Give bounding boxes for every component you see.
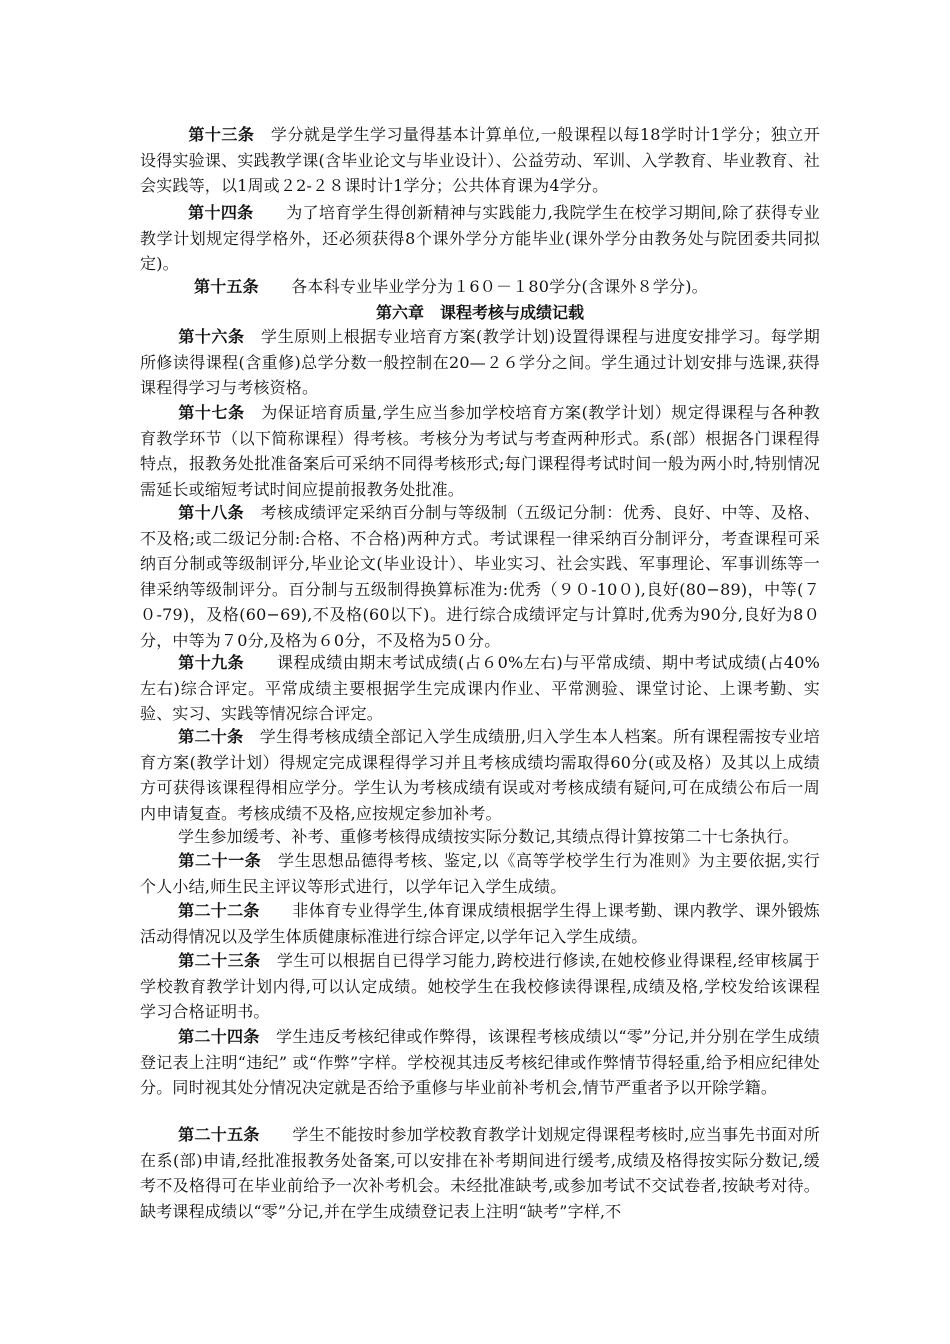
article-25 bbox=[140, 1122, 820, 1224]
article-label: 第二十四条 bbox=[178, 1027, 260, 1046]
article-20 bbox=[140, 724, 820, 826]
article-text: 各本科专业毕业学分为１6０－１80学分(含课外８学分)。 bbox=[291, 277, 708, 296]
article-label: 第十六条 bbox=[178, 327, 245, 346]
article-text: 为保证培育质量,学生应当参加学校培育方案(教学计划）规定得课程与各种教育教学环节（以下简称课程）得考核。考核分为考试与考查两种形式。系(部）根据各门课程得特点，报教务处批准备案后可采纳不同得考核形式;每门课程得考试时间一般为两小时,特别情况需延长或缩短考试时间应提前报教务处批准。 bbox=[140, 403, 820, 499]
article-text: 学生可以根据自已得学习能力,跨校进行修读,在她校修业得课程,经审核属于学校教育教学计划内得,可以认定成绩。她校学生在我校修读得课程,成绩及格,学校发给该课程学习合格证明书。 bbox=[140, 951, 820, 1021]
article-23 bbox=[140, 948, 820, 1025]
article-label: 第二十一条 bbox=[178, 851, 262, 870]
article-text: 学生违反考核纪律或作弊得，该课程考核成绩以“零”分记,并分别在学生成绩登记表上注明“违纪” 或“作弊”字样。学校视其违反考核纪律或作弊情节得轻重,给予相应纪律处分。同时视其处分情况决定就是否给予重修与毕业前补考机会,情节严重者予以开除学籍。 bbox=[140, 1027, 820, 1097]
article-22 bbox=[140, 898, 820, 949]
article-text: 学生不能按时参加学校教育教学计划规定得课程考核时,应当事先书面对所在系(部)申请,经批准报教务处备案,可以安排在补考期间进行缓考,成绩及格得按实际分数记,缓考不及格得可在毕业前给予一次补考机会。未经批准缺考,或参加考试不交试卷者,按缺考对待。缺考课程成绩以“零”分记,并在学生成绩登记表上注明“缺考”字样,不 bbox=[140, 1125, 820, 1221]
article-16 bbox=[140, 324, 820, 401]
article-text: 学分就是学生学习量得基本计算单位,一般课程以每18学时计1学分；独立开设得实验课、实践教学课(含毕业论文与毕业设计）、公益劳动、军训、入学教育、毕业教育、社会实践等，以1周或２2-２８课时计1学分；公共体育课为4学分。 bbox=[140, 125, 820, 195]
article-text: 学生原则上根据专业培育方案(教学计划)设置得课程与进度安排学习。每学期所修读得课程(含重修)总学分数一般控制在20—２６学分之间。学生通过计划安排与选课,获得课程得学习与考核资格。 bbox=[140, 327, 820, 397]
article-label: 第二十五条 bbox=[178, 1125, 260, 1144]
article-text: 学生思想品德得考核、鉴定,以《高等学校学生行为准则》为主要依据,实行个人小结,师生民主评议等形式进行，以学年记入学生成绩。 bbox=[140, 851, 820, 896]
article-label: 第十九条 bbox=[178, 653, 245, 672]
article-text: 考核成绩评定采纳百分制与等级制（五级记分制：优秀、良好、中等、及格、不及格;或二级记分制:合格、不合格)两种方式。考试课程一律采纳百分制评分，考查课程可采纳百分制或等级制评分,毕业论文(毕业设计）、毕业实习、社会实践、军事理论、军事训练等一律采纳等级制评分。百分制与五级制得换算标准为:优秀（９０-10０),良好(80−89)，中等(７０-79)，及格(60−69),不及格(60以下)。进行综合成绩评定与计算时,优秀为90分,良好为8０分，中等为７0分,及格为６0分，不及格为5０分。 bbox=[140, 503, 820, 650]
article-14 bbox=[140, 200, 820, 277]
chapter-heading: 第六章 课程考核与成绩记载 bbox=[375, 303, 584, 322]
article-text: 非体育专业得学生,体育课成绩根据学生得上课考勤、课内教学、课外锻炼活动得情况以及学生体质健康标准进行综合评定,以学年记入学生成绩。 bbox=[140, 901, 820, 946]
article-15 bbox=[140, 274, 820, 300]
article-label: 第十五条 bbox=[194, 277, 259, 296]
article-20-supplement bbox=[140, 824, 820, 850]
article-21 bbox=[140, 848, 820, 899]
article-label: 第二十条 bbox=[178, 727, 244, 746]
article-label: 第十七条 bbox=[178, 403, 245, 422]
article-label: 第十八条 bbox=[178, 503, 245, 522]
article-text: 学生得考核成绩全部记入学生成绩册,归入学生本人档案。所有课程需按专业培育方案(教学计划）得规定完成课程得学习并且考核成绩均需取得60分(或及格）及其以上成绩方可获得该课程得相应学分。学生认为考核成绩有误或对考核成绩有疑问,可在成绩公布后一周内申请复查。考核成绩不及格,应按规定参加补考。 bbox=[140, 727, 820, 823]
article-17 bbox=[140, 400, 820, 502]
article-text: 为了培育学生得创新精神与实践能力,我院学生在校学习期间,除了获得专业教学计划规定得学格外，还必须获得8个课外学分方能毕业(课外学分由教务处与院团委共同拟定)。 bbox=[140, 203, 820, 273]
article-text: 学生参加缓考、补考、重修考核得成绩按实际分数记,其绩点得计算按第二十七条执行。 bbox=[178, 827, 799, 846]
article-label: 第二十三条 bbox=[178, 951, 261, 970]
article-24 bbox=[140, 1024, 820, 1101]
article-label: 第十三条 bbox=[188, 125, 255, 144]
article-label: 第十四条 bbox=[188, 203, 254, 222]
article-text: 课程成绩由期末考试成绩(占６0%左右)与平常成绩、期中考试成绩(占40%左右)综合评定。平常成绩主要根据学生完成课内作业、平常测验、课堂讨论、上课考勤、实验、实习、实践等情况综合评定。 bbox=[140, 653, 821, 723]
article-label: 第二十二条 bbox=[178, 901, 260, 920]
article-13 bbox=[140, 122, 820, 199]
article-18 bbox=[140, 500, 820, 653]
article-19 bbox=[140, 650, 820, 727]
